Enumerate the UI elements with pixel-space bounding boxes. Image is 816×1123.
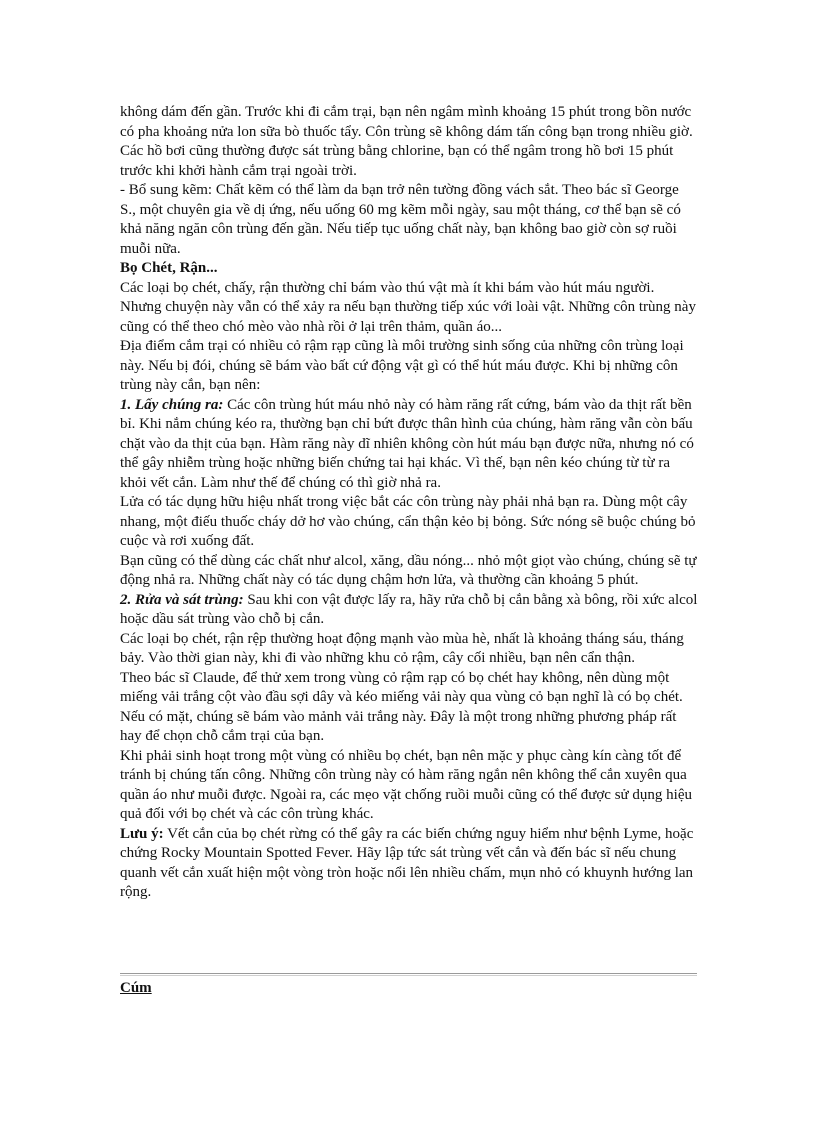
paragraph-test-cloth: Theo bác sĩ Claude, để thử xem trong vùng cỏ rậm rạp có bọ chét hay không, nên dùng một miếng vải trắng cột vào đầu sợi dây và kéo miếng vải này qua vùng cỏ bạn nghĩ là có bọ chét. Nếu có mặt, chúng sẽ bám vào mảnh vải trắng này. Đây là một trong những phương pháp rất hay để chọn chỗ cắm trại của bạn. xyxy=(120,669,683,744)
section-heading-fleas: Bọ Chét, Rận... xyxy=(120,260,218,276)
paragraph-fleas-intro: Các loại bọ chét, chấy, rận thường chỉ bám vào thú vật mà ít khi bám vào hút máu người. Nhưng chuyện này vẫn có thể xảy ra nếu bạn thường tiếp xúc với loài vật. Những côn trùng này cũng có thể theo chó mèo vào nhà rồi ở lại trên thảm, quần áo... xyxy=(120,279,696,335)
paragraph-fire: Lửa có tác dụng hữu hiệu nhất trong việc bắt các côn trùng này phải nhả bạn ra. Dùng một cây nhang, một điếu thuốc cháy dở hơ vào chúng, cẩn thận kẻo bị bỏng. Sức nóng sẽ buộc chúng bỏ cuộc và rơi xuống đất. xyxy=(120,494,696,549)
note-text: Vết cắn của bọ chét rừng có thể gây ra các biến chứng nguy hiểm như bệnh Lyme, hoặc chứng Rocky Mountain Spotted Fever. Hãy lập tức sát trùng vết cắn và đến bác sĩ nếu chung quanh vết cắn xuất hiện một vòng tròn hoặc nổi lên nhiều chấm, mụn nhỏ có khuynh hướng lan rộng. xyxy=(120,825,694,900)
paragraph-note xyxy=(120,825,698,903)
section-divider xyxy=(120,973,697,976)
step-disinfect-lead: 2. Rửa và sát trùng: xyxy=(120,591,244,608)
paragraph-clothing: Khi phải sinh hoạt trong một vùng có nhiều bọ chét, bạn nên mặc y phục càng kín càng tốt để tránh bị chúng tấn công. Những côn trùng này có hàm răng ngắn nên không thể cắn xuyên qua quần áo như muỗi được. Ngoài ra, các mẹo vặt chống ruồi muỗi cũng có thể được sử dụng hiệu quả đối với bọ chét và các côn trùng khác. xyxy=(120,747,692,822)
paragraph-step-disinfect xyxy=(120,591,698,630)
paragraph-zinc: - Bổ sung kẽm: Chất kẽm có thể làm da bạn trở nên tường đồng vách sắt. Theo bác sĩ George S., một chuyên gia về dị ứng, nếu uống 60 mg kẽm mỗi ngày, sau một tháng, cơ thể bạn sẽ có khả năng ngăn côn trùng đến gần. Nếu tiếp tục uống chất này, bạn không bao giờ còn sợ ruồi muỗi nữa. xyxy=(120,182,681,257)
paragraph-soak: không dám đến gần. Trước khi đi cắm trại, bạn nên ngâm mình khoảng 15 phút trong bồn nước có pha khoảng nửa lon sữa bò thuốc tẩy. Côn trùng sẽ không dám tấn công bạn trong nhiều giờ. Các hồ bơi cũng thường được sát trùng bằng chlorine, bạn có thể ngâm trong hồ bơi 15 phút trước khi khởi hành cắm trại ngoài trời. xyxy=(120,104,693,179)
paragraph-chemicals: Bạn cũng có thể dùng các chất như alcol, xăng, dầu nóng... nhỏ một giọt vào chúng, chúng sẽ tự động nhả ra. Những chất này có tác dụng chậm hơn lửa, và thường cần khoảng 5 phút. xyxy=(120,552,697,588)
paragraph-campsite: Địa điểm cắm trại có nhiều cỏ rậm rạp cũng là môi trường sinh sống của những côn trùng loại này. Nếu bị đói, chúng sẽ bám vào bất cứ động vật gì có thể hút máu được. Khi bị những côn trùng này cắn, bạn nên: xyxy=(120,338,684,393)
next-section-heading[interactable]: Cúm xyxy=(120,980,152,996)
document-body xyxy=(120,103,698,903)
step-disinfect-text: Sau khi con vật được lấy ra, hãy rửa chỗ bị cắn bằng xà bông, rồi xức alcol hoặc dầu sát trùng vào chỗ bị cắn. xyxy=(120,591,698,627)
paragraph-season: Các loại bọ chét, rận rệp thường hoạt động mạnh vào mùa hè, nhất là khoảng tháng sáu, tháng bảy. Vào thời gian này, khi đi vào những khu cỏ rậm, cây cối nhiều, bạn nên cẩn thận. xyxy=(120,630,684,666)
paragraph-step-remove xyxy=(120,396,698,494)
step-remove-lead: 1. Lấy chúng ra: xyxy=(120,396,224,413)
step-remove-text: Các côn trùng hút máu nhỏ này có hàm răng rất cứng, bám vào da thịt rất bền bỉ. Khi nắm chúng kéo ra, thường bạn chỉ bứt được thân hình của chúng, hàm răng vẫn còn bấu chặt vào da thịt của bạn. Hàm răng này dĩ nhiên không còn hút máu bạn được nữa, nhưng nó có thể gây nhiễm trùng hoặc những biến chứng tai hại khác. Vì thế, bạn nên kéo chúng từ từ ra khỏi vết cắn. Làm như thế để chúng có thì giờ nhả ra. xyxy=(120,396,694,491)
note-lead: Lưu ý: xyxy=(120,825,164,842)
